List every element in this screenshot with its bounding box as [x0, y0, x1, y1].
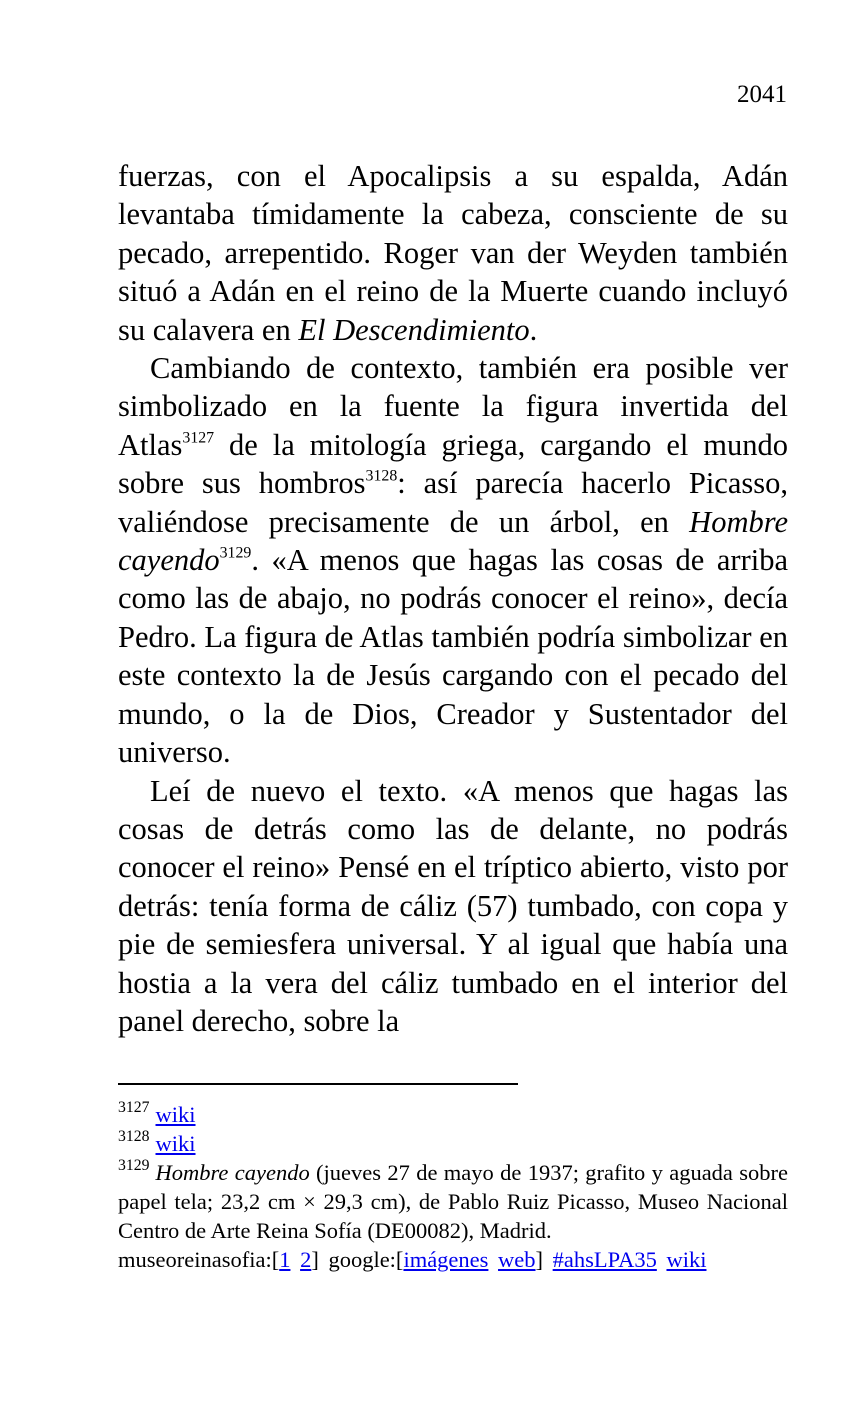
footnote-3129-title: Hombre cayendo — [155, 1160, 310, 1185]
footnote-ref-3127[interactable]: 3127 — [182, 429, 215, 447]
paragraph-2-text-d: . «A menos que hagas las cosas de arriba como las de abajo, no podrás conocer el reino», decía Pedro. La figura de Atlas también podría simbolizar en este contexto la de Jesús cargando con el pecado del mundo, o la de Dios, Creador y Sustentador del universo. — [118, 543, 788, 770]
footnote-3128 — [118, 1129, 788, 1158]
footnote-3127-wiki-link[interactable]: wiki — [155, 1102, 196, 1127]
paragraph-1-title: El Descendimiento — [298, 312, 530, 347]
footnote-number: 3127 — [118, 1098, 150, 1116]
paragraph-1-text-b: . — [529, 312, 538, 347]
footnote-ref-3129[interactable]: 3129 — [219, 544, 252, 562]
reference-links-line — [118, 1245, 788, 1274]
footnote-number: 3128 — [118, 1127, 150, 1145]
footnote-3128-wiki-link[interactable]: wiki — [155, 1131, 196, 1156]
footnote-3129 — [118, 1158, 788, 1245]
footnotes — [118, 1100, 788, 1274]
page-number: 2041 — [737, 81, 787, 108]
google-images-link[interactable]: imágenes — [403, 1247, 489, 1272]
hashtag-link[interactable]: #ahsLPA35 — [552, 1247, 657, 1272]
paragraph-2-title: Hombre cayendo — [118, 504, 788, 578]
wiki-link[interactable]: wiki — [666, 1247, 707, 1272]
paragraph-2-text-a: Cambiando de contexto, también era posible ver simbolizado en la fuente la figura invertida del Atlas — [118, 351, 788, 462]
footnote-3129-text: (jueves 27 de mayo de 1937; grafito y aguada sobre papel tela; 23,2 cm × 29,3 cm), de Pablo Ruiz Picasso, Museo Nacional Centro de Arte Reina Sofía (DE00082), Madrid. — [118, 1160, 788, 1243]
paragraph-2-text-c: : así parecía hacerlo Picasso, valiéndose precisamente de un árbol, en — [118, 466, 788, 539]
paragraph-3: Leí de nuevo el texto. «A menos que hagas las cosas de detrás como las de delante, no podrás conocer el reino» Pensé en el tríptico abierto, visto por detrás: tenía forma de cáliz (57) tumbado, con copa y pie de semiesfera universal. Y al igual que había una hostia a la vera del cáliz tumbado en el interior del panel derecho, sobre la — [118, 773, 788, 1038]
paragraph-2 — [118, 349, 788, 771]
paragraph-1-text-a: fuerzas, con el Apocalipsis a su espalda, Adán levantaba tímidamente la cabeza, consciente de su pecado, arrepentido. Roger van der Weyden también situó a Adán en el reino de la Muerte cuando incluyó su calavera en — [118, 159, 788, 347]
footnote-3127 — [118, 1100, 788, 1129]
google-web-link[interactable]: web — [498, 1247, 536, 1272]
close-bracket: ] — [535, 1247, 544, 1272]
museo-link-2[interactable]: 2 — [300, 1247, 312, 1272]
museo-link-1[interactable]: 1 — [279, 1247, 291, 1272]
body-text — [118, 157, 788, 1040]
paragraph-2-text-b: de la mitología griega, cargando el mundo sobre sus hombros — [118, 427, 788, 501]
google-label: ] google:[ — [311, 1247, 404, 1272]
museo-label: museoreinasofia:[ — [118, 1247, 280, 1272]
footnote-number: 3129 — [118, 1156, 150, 1174]
footnote-ref-3128[interactable]: 3128 — [365, 467, 398, 485]
paragraph-1 — [118, 157, 788, 349]
footnote-divider — [118, 1083, 518, 1085]
